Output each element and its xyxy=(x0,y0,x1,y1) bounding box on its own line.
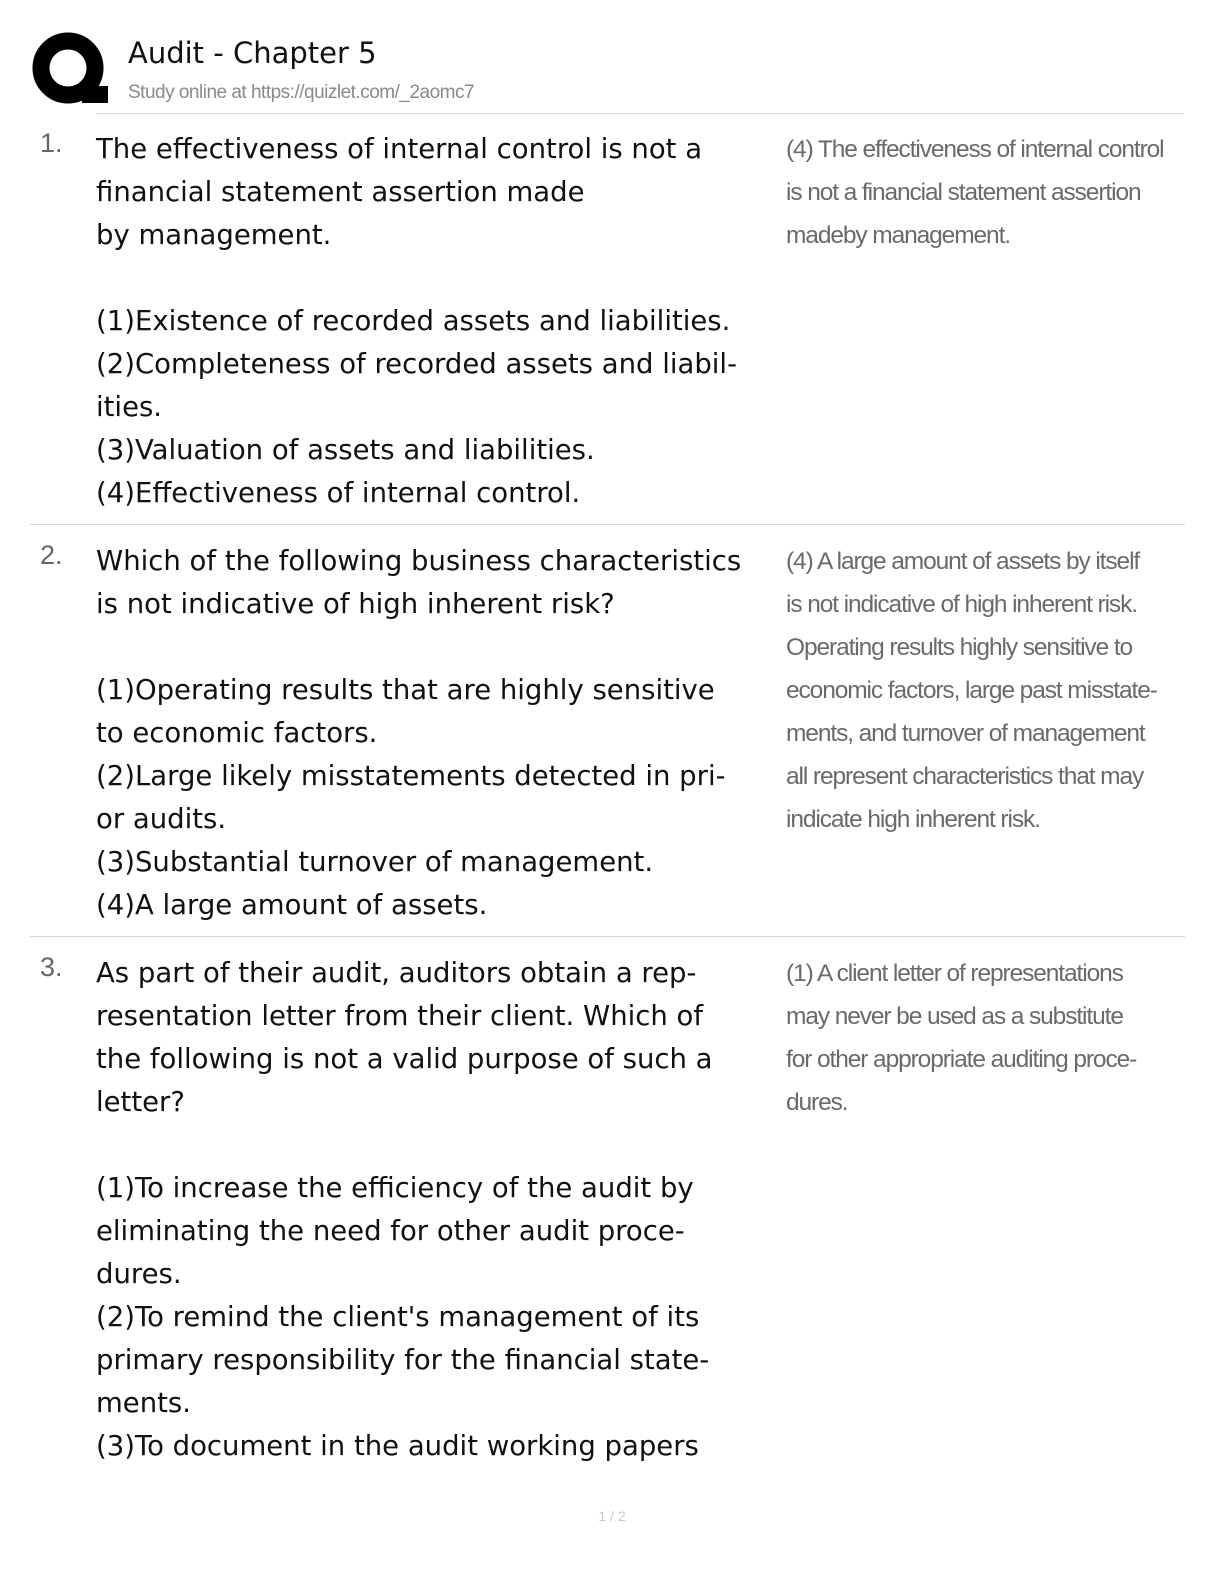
page-header xyxy=(30,30,1190,114)
question-item xyxy=(30,952,1185,1462)
question-text: Which of the following business characteristics is not indicative of high inherent risk? (1)Operating results that are highly sensitive to economic factors. (2)Large likely misstatements detected in pri- or audits. (3)Substantial turnover of management. (4)A large amount of assets. xyxy=(96,545,742,921)
question-number: 1. xyxy=(40,128,63,158)
question-text: As part of their audit, auditors obtain a rep- resentation letter from their client. Which of the following is not a valid purpose of such a letter? (1)To increase the efficiency of the audit by eliminating the need for other audit proce- dures. (2)To remind the client's management of its primary responsibility for the financial state- ments. (3)To document in the audit working papers xyxy=(96,957,713,1462)
quizlet-logo-icon xyxy=(30,30,110,110)
item-divider xyxy=(30,524,1185,525)
page-title: Audit - Chapter 5 xyxy=(128,36,377,70)
answer-text: (1) A client letter of representations may never be used as a substitute for other appropriate auditing proce- dures. xyxy=(786,960,1137,1116)
question-number: 2. xyxy=(40,540,63,570)
question-item xyxy=(30,540,1185,936)
question-number: 3. xyxy=(40,952,63,982)
page-number: 1 / 2 xyxy=(598,1508,626,1524)
study-online-link[interactable]: Study online at https://quizlet.com/_2aomc7 xyxy=(128,82,475,103)
question-text: The effectiveness of internal control is not a financial statement assertion made by management. (1)Existence of recorded assets and liabilities. (2)Completeness of recorded assets and liabil- ities. (3)Valuation of assets and liabilities. (4)Effectiveness of internal control. xyxy=(96,133,737,509)
header-divider xyxy=(96,113,1184,114)
question-item xyxy=(30,128,1185,524)
answer-text: (4) The effectiveness of internal control is not a financial statement assertion madeby management. xyxy=(786,136,1164,249)
item-divider xyxy=(30,936,1185,937)
answer-text: (4) A large amount of assets by itself is not indicative of high inherent risk. Operating results highly sensitive to economic factors, large past misstate- ments, and turnover of management all represent characteristics that may indicate high inherent risk. xyxy=(786,548,1157,833)
